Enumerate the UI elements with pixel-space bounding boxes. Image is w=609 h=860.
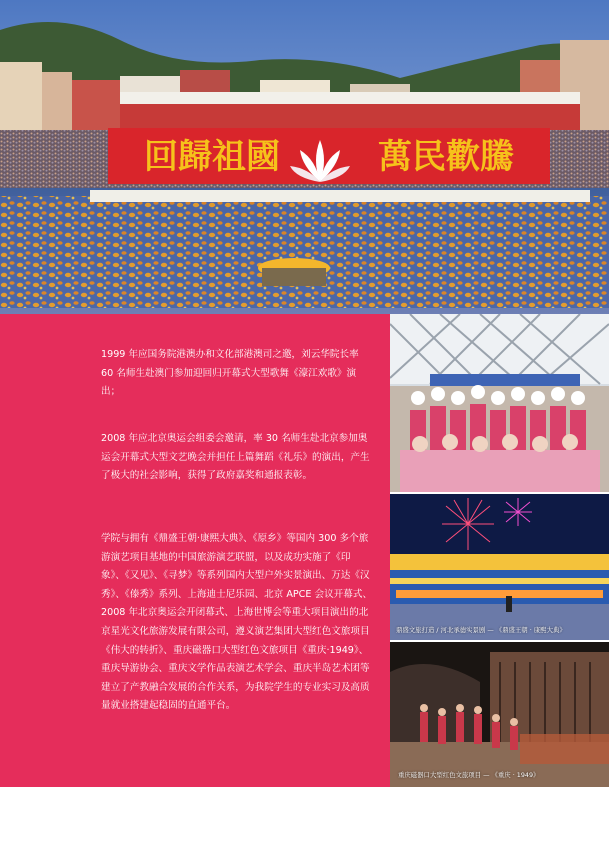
photo2-caption: 鼎盛文旅打造 / 河北承德实景剧 — 《鼎盛王朝 · 康熙大典》	[396, 626, 566, 634]
banner-left-text: 回歸祖國	[144, 137, 280, 177]
fireworks-stage-image	[390, 494, 609, 640]
text-panel	[0, 314, 390, 787]
photo3-caption: 重庆磁器口大型红色文旅项目 — 《重庆 · 1949》	[398, 771, 540, 779]
photo-column	[390, 314, 609, 787]
birds-nest-group-image	[390, 314, 609, 492]
kangxi-show-photo	[390, 494, 609, 640]
paragraph-macau-1999: 1999 年应国务院港澳办和文化部港澳司之邀，刘云华院长率 60 名师生赴澳门参加迎回归开幕式大型歌舞《濠江欢歌》演出；	[101, 349, 359, 398]
olympic-group-photo	[390, 314, 609, 492]
chongqing-1949-photo	[390, 642, 609, 787]
paragraph-olympics-2008: 2008 年应北京奥运会组委会邀请，率 30 名师生赴北京参加奥运会开幕式大型文艺晚会并担任上篇舞蹈《礼乐》的演出，产生了极大的社会影响，获得了政府嘉奖和通报表彰。	[101, 433, 370, 482]
chongqing-stage-image	[390, 642, 609, 787]
hero-photo	[0, 0, 609, 314]
banner-right-text: 萬民歡騰	[378, 137, 514, 177]
paragraph-partnerships: 学院与拥有《鼎盛王朝·康熙大典》、《原乡》等国内 300 多个旅游演艺项目基地的中国旅游演艺联盟，以及成功实施了《印象》、《又见》、《寻梦》等系列国内大型户外实景演出、万达《汉秀》、《傣秀》系列、上海迪士尼乐园、北京 APCE 会议开幕式、2008 年北京奥运会开闭幕式、上海世博会等重大项目演出的北京星光文化旅游发展有限公司，遵义演艺集团大型红色文旅项目《伟大的转折》、重庆磁器口大型红色文旅项目《重庆·1949》、重庆导游协会、重庆文学作品表演艺术学会、重庆半岛艺术团等建立了产教融合发展的合作关系，为我院学生的专业实习及高质量就业搭建起稳固的直通平台。	[101, 533, 373, 712]
stadium-ceremony-image	[0, 0, 609, 314]
